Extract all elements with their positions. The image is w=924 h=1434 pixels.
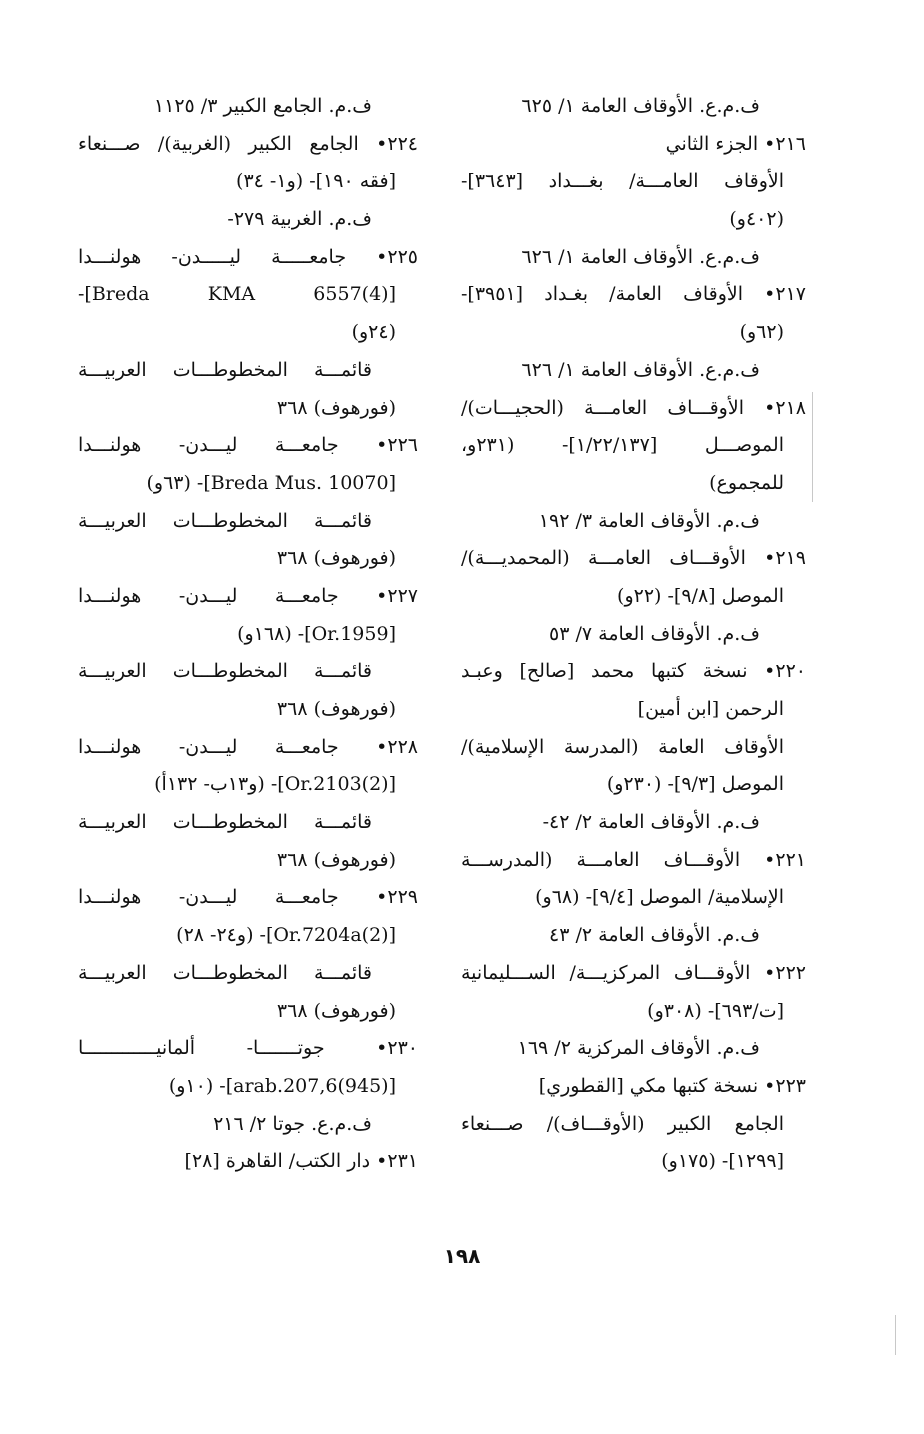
scan-edge-line <box>895 1315 896 1355</box>
text-line: ٢١٧• الأوقاف العامة/ بغـداد [٣٩٥١]- <box>461 283 806 306</box>
scan-edge-line <box>812 392 813 502</box>
text-line: الأوقاف العامـــة/ بغـــداد [٣٦٤٣]- <box>461 170 784 193</box>
text-line: ٢٢٣• نسخة كتبها مكي [القطوري] <box>538 1074 806 1097</box>
text-line: [(945)arab.207,6]- (١٠و) <box>168 1074 396 1097</box>
text-line: (فورهوف) ٣٦٨ <box>276 698 396 720</box>
right-column <box>461 88 806 1181</box>
left-column <box>78 88 418 1181</box>
text-line: (٢٤و) <box>351 321 396 344</box>
text-line: (فورهوف) ٣٦٨ <box>276 547 396 570</box>
text-line: [ت/٦٩٣]- (٣٠٨و) <box>647 999 784 1022</box>
text-line: الأوقاف العامة (المدرسة الإسلامية)/ <box>461 735 784 758</box>
text-line: [Or.7204a(2)]- (و٢٤- ٢٨) <box>176 924 396 947</box>
text-line: (فورهوف) ٣٦٨ <box>276 999 396 1022</box>
text-line: قائمـــة المخطوطـــات العربيـــة <box>78 660 372 683</box>
text-line: ٢٢١• الأوقـــاف العامـــة (المدرســـة <box>461 848 806 871</box>
text-line: ف.م.ع. الأوقاف العامة ١/ ٦٢٥ <box>521 95 760 117</box>
text-line: ف.م. الجامع الكبير ٣/ ١١٢٥ <box>153 95 372 117</box>
text-line: [Breda Mus. 10070]- (٦٣و) <box>146 471 396 494</box>
text-line: ف.م.ع. الأوقاف العامة ١/ ٦٢٦ <box>521 358 760 381</box>
text-line: ٢١٩• الأوقـــاف العامـــة (المحمديـــة)/ <box>461 547 806 570</box>
text-line: ٢١٦• الجزء الثاني <box>665 132 806 155</box>
text-line: [فقه ١٩٠]- (و١- ٣٤) <box>236 170 396 193</box>
text-line: الإسلامية/ الموصل [٩/٤]- (٦٨و) <box>535 886 784 909</box>
text-line: ٢٢٦• جامعـــة ليـــدن- هولنـــدا <box>78 434 418 457</box>
text-line: ف.م. الغربية ٢٧٩- <box>227 208 372 231</box>
page-number: ١٩٨ <box>443 1244 481 1268</box>
text-line: قائمـــة المخطوطـــات العربيـــة <box>78 509 372 532</box>
text-line: ف.م.ع. الأوقاف العامة ١/ ٦٢٦ <box>521 245 760 268</box>
text-line: ف.م. الأوقاف العامة ٢/ ٤٢- <box>542 811 760 834</box>
text-line: ٢٢٥• جامعـــــة ليـــــدن- هولنـــدا <box>78 245 418 268</box>
text-line: (٤٠٢و) <box>729 208 784 231</box>
text-line: ٢٢٩• جامعـــة ليـــدن- هولنـــدا <box>78 886 418 909</box>
text-line: [١٢٩٩]- (١٧٥و) <box>661 1150 784 1173</box>
text-line: ف.م.ع. جوتا ٢/ ٢١٦ <box>213 1112 372 1135</box>
text-line: [Or.1959]- (١٦٨و) <box>237 622 396 645</box>
text-line: [Or.2103(2)]- (و١٣ب- ١٣٢أ) <box>154 773 396 796</box>
text-line: ٢٢٨• جامعـــة ليـــدن- هولنـــدا <box>78 735 418 758</box>
text-line: الموصـــل [١/٢٢/١٣٧]- (٢٣١و، <box>461 434 784 457</box>
text-line: قائمـــة المخطوطـــات العربيـــة <box>78 961 372 984</box>
text-line: ف.م. الأوقاف العامة ٢/ ٤٣ <box>549 924 760 947</box>
text-line: ٢٢٤• الجامع الكبير (الغربية)/ صـــنعاء <box>78 132 418 155</box>
text-line: ف.م. الأوقاف المركزية ٢/ ١٦٩ <box>517 1037 760 1060</box>
text-line: ف.م. الأوقاف العامة ٧/ ٥٣ <box>549 622 760 645</box>
text-line: (٦٢و) <box>739 321 784 344</box>
text-line: ٢١٨• الأوقـــاف العامـــة (الحجيـــات)/ <box>461 396 806 419</box>
text-line: الموصل [٩/٨]- (٢٢و) <box>617 584 784 607</box>
text-line: ٢٢٢• الأوقـــاف المركزيـــة/ الســـليمانية <box>461 961 806 984</box>
text-line: ف.م. الأوقاف العامة ٣/ ١٩٢ <box>538 509 760 532</box>
text-line: ٢٣٠• جوتـــــــا- ألمانيـــــــــــــا <box>78 1037 418 1060</box>
text-line: الجامع الكبير (الأوقـــاف)/ صـــنعاء <box>461 1112 784 1135</box>
text-line: الرحمن [ابن أمين] <box>637 698 784 720</box>
text-line: [Breda KMA 6557(4)]- <box>78 283 396 306</box>
text-line: ٢٢٧• جامعـــة ليـــدن- هولنـــدا <box>78 584 418 607</box>
text-line: (فورهوف) ٣٦٨ <box>276 396 396 419</box>
text-line: (فورهوف) ٣٦٨ <box>276 848 396 871</box>
text-line: قائمـــة المخطوطـــات العربيـــة <box>78 811 372 834</box>
text-line: الموصل [٩/٣]- (٢٣٠و) <box>606 773 784 796</box>
text-line: ٢٣١• دار الكتب/ القاهرة [٢٨] <box>184 1150 418 1173</box>
text-line: للمجموع) <box>709 471 784 494</box>
text-line: قائمـــة المخطوطـــات العربيـــة <box>78 358 372 381</box>
text-line: ٢٢٠• نسخة كتبها محمد [صالح] وعبـد <box>461 660 806 683</box>
